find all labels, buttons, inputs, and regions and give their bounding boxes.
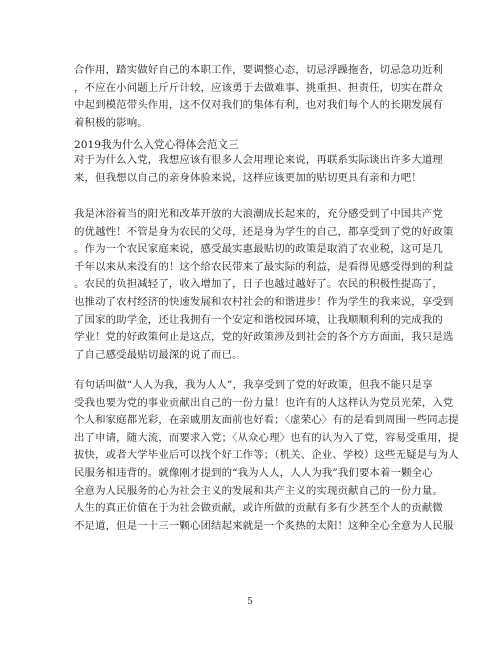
paragraph-line: 拔快，或者大学毕业后可以找个好工作等；（机关、企业、学校）这些无疑是与为人: [74, 449, 459, 462]
paragraph-line: 学业！党的好政策何止是这点，党的好政策涉及到社会的各个方方面面，我只是选: [74, 331, 454, 344]
paragraph-line: 。农民的负担减轻了，收入增加了，日子也越过越好了。农民的积极性提高了，: [74, 278, 443, 291]
paragraph-line: 来，但我想以自己的亲身体验来说，这样应该更加的贴切更具有亲和力吧！: [74, 171, 422, 184]
paragraph-3: [74, 206, 454, 364]
paragraph-line: 千年以来从来没有的！这个给农民带来了最实际的利益，是看得见感受得到的利益: [74, 260, 454, 273]
paragraph-line: 人生的真正价值在于为社会做贡献，或许所做的贡献有多有少甚至个人的贡献微: [74, 502, 443, 515]
paragraph-line: 民服务相违背的。就像刚才提到的“我为人人，人人为我”我们要本着一颗全心: [74, 466, 433, 479]
paragraph-1: [74, 62, 443, 132]
paragraph-line: 也推动了农村经济的快速发展和农村社会的和谐进步！作为学生的我来说，享受到: [74, 295, 454, 308]
paragraph-line: 对于为什么入党，我想应该有很多人会用理论来说，再联系实际谈出许多大道理: [74, 154, 443, 166]
paragraph-line: 我是沐浴着当的阳光和改革开放的大浪潮成长起来的，充分感受到了中国共产党: [74, 208, 443, 220]
paragraph-line: 有句话叫做“人人为我，我为人人”，我享受到了党的好政策，但我不能只是享: [74, 379, 433, 391]
paragraph-line: 了自己感受最贴切最深的说了而已。: [74, 348, 243, 361]
paragraph-line: 中起到模范带头作用，这不仅对我们的集体有利，也对我们每个人的长期发展有: [74, 99, 443, 112]
paragraph-line: 不足道，但是一十三一颗心团结起来就是一个炙热的太阳！这种全心全意为人民服: [74, 519, 454, 532]
paragraph-line: ，不应在小问题上斤斤计较，应该勇于去做难事、挑重担、担责任，切实在群众: [74, 81, 443, 94]
paragraph-line: 的优越性！不管是身为农民的父母，还是身为学生的自己，都享受到了党的好政策: [74, 225, 454, 238]
paragraph-2: [74, 152, 443, 187]
paragraph-line: 全意为人民服务的心为社会主义的发展和共产主义的实现贡献自己的一份力量。: [74, 484, 443, 497]
paragraph-line: 受我也要为党的事业贡献出自己的一份力量！也许有的人这样认为党员光荣，入党: [74, 396, 454, 409]
paragraph-line: 出了申请，随大流，而要求入党；〈从众心理〉也有的认为入了党，容易受重用，提: [74, 431, 459, 444]
paragraph-4: [74, 377, 459, 535]
paragraph-line: 了国家的助学金，还让我拥有一个安定和谐校园环境，让我顺顺利利的完成我的: [74, 313, 443, 326]
paragraph-line: 着积极的影响。: [74, 116, 148, 129]
paragraph-line: 个人和家庭都光彩，在亲戚朋友面前也好看；〈虚荣心〉有的是看到周围一些同志提: [74, 414, 459, 427]
section-heading: 2019我为什么入党心得体会范文三: [74, 139, 239, 151]
paragraph-line: 。作为一个农民家庭来说，感受最实惠最贴切的政策是取消了农业税，这可是几: [74, 243, 443, 256]
page-number: 5: [247, 597, 253, 607]
paragraph-line: 合作用，踏实做好自己的本职工作，要调整心态，切忌浮躁拖沓，切忌急功近利: [74, 64, 443, 76]
